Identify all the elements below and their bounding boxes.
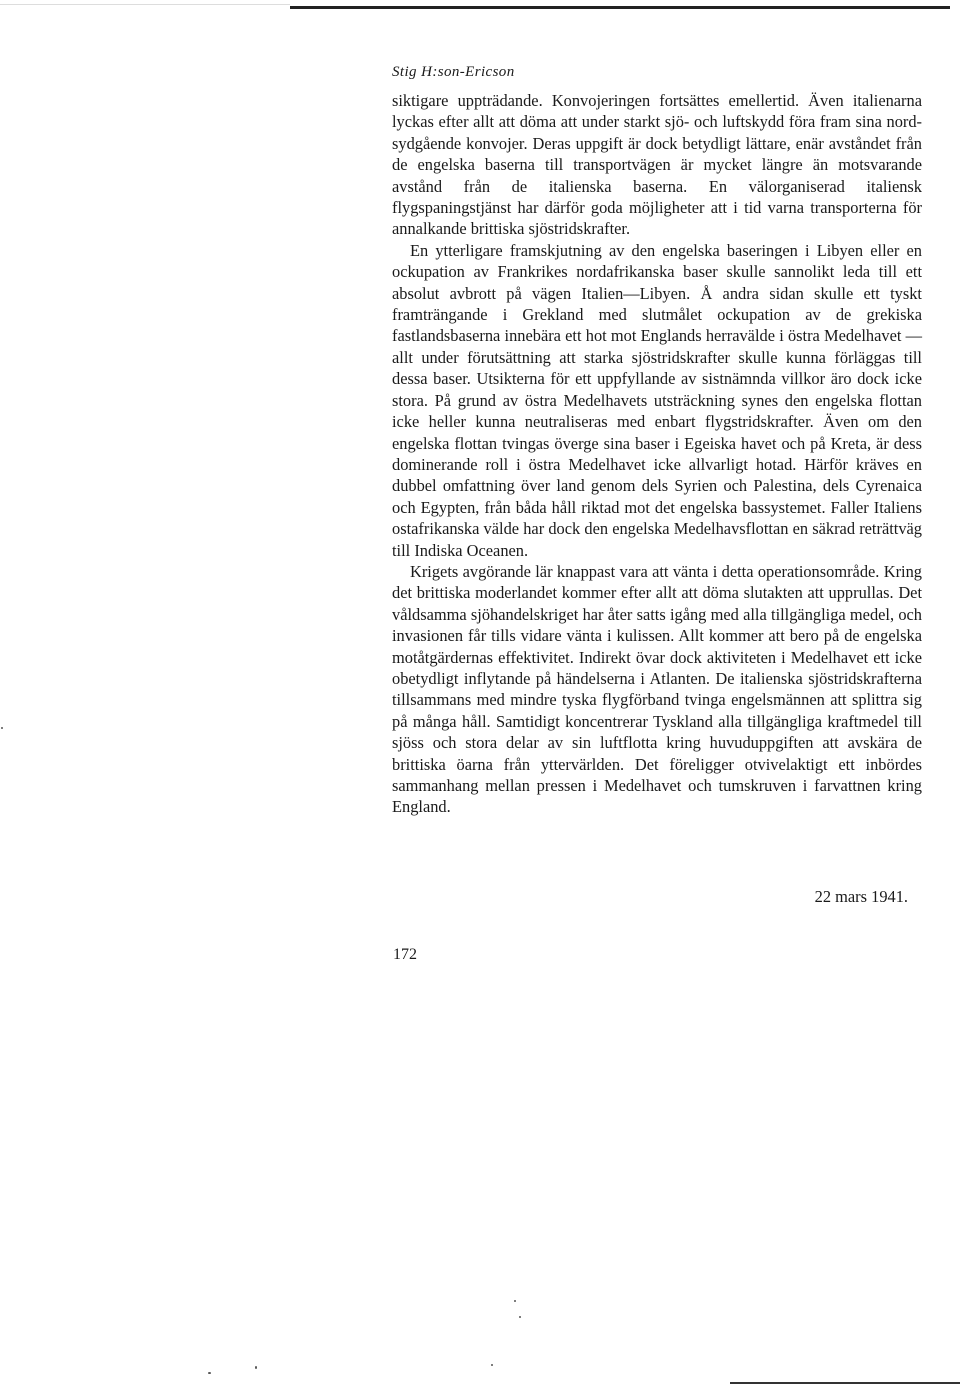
scan-speck — [491, 1364, 493, 1366]
scan-speck — [519, 1316, 521, 1318]
scan-speck — [255, 1366, 257, 1369]
scan-speck — [208, 1372, 211, 1374]
article-body — [392, 90, 922, 818]
scan-speck — [1, 727, 3, 729]
running-head-author: Stig H:son-Ericson — [392, 64, 515, 80]
scan-speck — [514, 1300, 516, 1302]
top-border-rule — [290, 6, 950, 9]
bottom-edge-rule — [730, 1382, 960, 1384]
paragraph-3: Krigets avgörande lär knappast vara att vänta i detta operationsområde. Kring det brittiska moderlandet kommer efter allt att döma slutakten att upprullas. Det våldsamma sjöhandelskriget har åter satts igång med alla tillgängliga medel, och invasionen får tills vidare vänta i kulissen. Allt kommer att bero på de engelska motåtgärdernas effektivitet. Indirekt övar dock aktiviteten i Medelhavet ett icke obetydligt inflytande på händelserna i Atlanten. De italienska sjöstridskrafterna tillsammans med mindre tyska flygförband tvinga engelsmännen att splittra sig på många håll. Samtidigt koncentrerar Tyskland alla tillgängliga kraftmedel till sjöss och stora delar av sin luftflotta kring huvuduppgiften att avskära de brittiska öarna från yttervärlden. Det föreligger otvivelaktigt ett inbördes sammanhang mellan pressen i Medelhavet och tumskruven i farvattnen kring England. — [392, 561, 922, 817]
paragraph-2: En ytterligare framskjutning av den engelska baseringen i Libyen eller en ockupation av Frankrikes nordafrikanska baser skulle sannolikt leda till ett absolut avbrott på vägen Italien—Libyen. Å andra sidan skulle ett tyskt framträngande i Grekland med slutmålet ockupation av de grekiska fastlandsbaserna innebära ett hot mot Englands herravälde i östra Medelhavet — allt under förutsättning att starka sjöstridskrafter skulle kunna förläggas till dessa baser. Utsikterna för ett uppfyllande av sistnämnda villkor äro dock icke stora. På grund av östra Medelhavets utsträckning synes den engelska flottan icke heller kunna neutraliseras med enbart flygstridskrafter. Även om den engelska flottan tvingas överge sina baser i Egeiska havet och på Kreta, är dess dominerande roll i östra Medelhavet icke allvarligt hotad. Härför kräves en dubbel omfattning över land genom dels Syrien och Palestina, dels Cyrenaica och Egypten, från båda håll riktad mot det engelska bassystemet. Faller Italiens ostafrikanska välde har dock den engelska Medelhavsflottan en säkrad reträttväg till Indiska Oceanen. — [392, 240, 922, 560]
paragraph-1: siktigare uppträdande. Konvojeringen fortsättes emellertid. Även italienarna lyckas efter allt att döma att under starkt sjö- och luftskydd föra fram sina nord-sydgående konvojer. Deras uppgift är dock betydligt lättare, enär avståndet från de engelska baserna till transportvägen är mycket längre än motsvarande avstånd från de italienska baserna. En välorganiserad italiensk flygspaningstjänst har därför goda möjligheter att i tid varna transporterna för annalkande brittiska sjöstridskrafter. — [392, 91, 922, 239]
article-date: 22 mars 1941. — [814, 887, 908, 906]
page-number: 172 — [393, 946, 417, 963]
top-edge-line — [0, 4, 290, 5]
